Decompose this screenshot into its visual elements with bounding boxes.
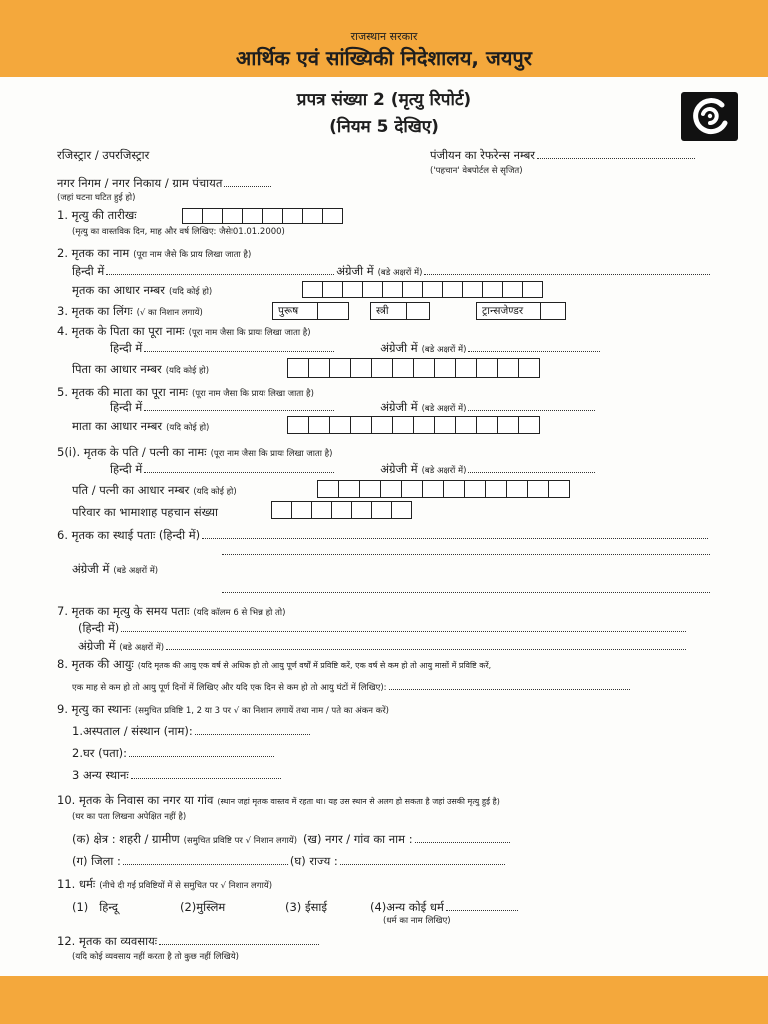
q7-hindi-fill-line xyxy=(121,631,686,632)
digit-box xyxy=(329,416,351,434)
local-body-label: नगर निगम / नगर निकाय / ग्राम पंचायत xyxy=(57,176,223,190)
q6-hindi-fill-line xyxy=(202,538,708,539)
bhamashah-id-boxes xyxy=(272,501,412,519)
q4-aadhaar-row xyxy=(72,360,209,380)
digit-box xyxy=(502,281,523,298)
registrar-row xyxy=(57,146,149,164)
q12-note-row xyxy=(72,948,239,966)
digit-box xyxy=(497,358,519,378)
digit-box xyxy=(434,416,456,434)
q9-other-fill-line xyxy=(131,778,281,779)
digit-box xyxy=(371,358,393,378)
digit-box xyxy=(380,480,402,498)
digit-box xyxy=(413,416,435,434)
q4-hindi-label: हिन्दी में xyxy=(110,341,143,355)
digit-box xyxy=(382,281,403,298)
digit-box xyxy=(359,480,381,498)
gender-check-cell xyxy=(406,303,429,319)
q9-note: (समुचित प्रविष्टि 1, 2 या 3 पर √ का निशान लगायें तथा नाम / पते का अंकन करें) xyxy=(134,706,389,716)
digit-box xyxy=(311,501,332,519)
q5i-aadhaar-note: (यदि कोई हो) xyxy=(193,487,237,497)
q8-label: 8. मृतक की आयुः xyxy=(57,657,134,671)
religion-option-label: (3) ईसाई xyxy=(285,900,327,914)
father-aadhaar-boxes xyxy=(288,358,540,378)
digit-box xyxy=(291,501,312,519)
q3-note: (√ का निशान लगायें) xyxy=(136,308,203,318)
religion-option-christian xyxy=(285,898,327,916)
q8-cont-row xyxy=(72,679,632,697)
q2-label: 2. मृतक का नाम xyxy=(57,246,130,260)
q5i-name-row xyxy=(110,460,597,480)
digit-box xyxy=(413,358,435,378)
reference-fill-line xyxy=(537,158,695,159)
q12-label: 12. मृतक का व्यवसायः xyxy=(57,934,158,948)
digit-box xyxy=(329,358,351,378)
q9-label: 9. मृत्यु का स्थानः xyxy=(57,702,131,716)
q8-row xyxy=(57,655,713,675)
digit-box xyxy=(401,480,423,498)
form-rule-reference: (नियम 5 देखिए) xyxy=(329,117,439,137)
religion-other-note: (धर्म का नाम लिखिए) xyxy=(383,916,451,926)
footer-band xyxy=(0,976,768,1024)
gender-option-label: पुरूष xyxy=(278,305,299,317)
religion-other-note-row xyxy=(383,912,451,930)
q4-aadhaar-label: पिता का आधार नम्बर xyxy=(72,362,162,376)
digit-box xyxy=(351,501,372,519)
form-title: प्रपत्र संख्या 2 (मृत्यु रिपोर्ट) xyxy=(296,90,472,110)
q12-note: (यदि कोई व्यवसाय नहीं करता है तो कुछ नहीं लिखिये) xyxy=(72,952,239,962)
q10-area-label: (क) क्षेत्र : शहरी / ग्रामीण xyxy=(72,832,180,846)
q5i-hindi-label: हिन्दी में xyxy=(110,462,143,476)
digit-box xyxy=(287,416,309,434)
digit-box xyxy=(331,501,352,519)
q2-english-label: अंग्रेजी में xyxy=(336,264,374,278)
q2-hindi-label: हिन्दी में xyxy=(72,264,105,278)
digit-box xyxy=(434,358,456,378)
q4-name-row xyxy=(110,339,602,359)
digit-box xyxy=(518,416,540,434)
q4-label: 4. मृतक के पिता का पूरा नामः xyxy=(57,324,185,338)
gender-option-label: स्त्री xyxy=(376,305,389,317)
q5-english-label: अंग्रेजी में xyxy=(380,400,418,414)
digit-box xyxy=(522,281,543,298)
digit-box xyxy=(455,416,477,434)
digit-box xyxy=(350,358,372,378)
digit-box xyxy=(302,281,323,298)
gender-option-label: ट्रान्सजेण्डर xyxy=(482,305,524,317)
digit-box xyxy=(422,480,444,498)
q5i-hindi-fill-line xyxy=(144,472,334,473)
q5-aadhaar-note: (यदि कोई हो) xyxy=(166,423,210,433)
digit-box xyxy=(497,416,519,434)
directorate-name: आर्थिक एवं सांख्यिकी निदेशालय, जयपुर xyxy=(236,46,532,70)
reference-label: पंजीयन का रेफरेन्स नम्बर xyxy=(430,148,536,162)
q6-english-row xyxy=(72,560,158,580)
q9-option-label: 3 अन्य स्थानः xyxy=(72,768,129,782)
q6-english-label: अंग्रेजी में xyxy=(72,562,110,576)
spouse-aadhaar-boxes xyxy=(318,480,570,498)
q11-note: (नीचे दी गई प्रविष्टियों में से समुचित पर √ निशान लगायें) xyxy=(99,881,273,891)
q5-name-row xyxy=(110,398,597,418)
digit-box xyxy=(202,208,223,224)
q5-english-note: (बडे अक्षरों में) xyxy=(421,404,467,414)
q10-area-row xyxy=(72,830,512,850)
q5-label: 5. मृतक की माता का पूरा नामः xyxy=(57,385,188,399)
q11-row xyxy=(57,875,272,895)
q4-aadhaar-note: (यदि कोई हो) xyxy=(165,366,210,376)
q5-note: (पूरा नाम जैसा कि प्रायः लिखा जाता है) xyxy=(191,389,314,399)
digit-box xyxy=(402,281,423,298)
q2-name-row xyxy=(72,262,712,282)
digit-box xyxy=(371,501,392,519)
q5-aadhaar-row xyxy=(72,417,209,437)
q7-english-row xyxy=(78,637,688,657)
digit-box xyxy=(338,480,360,498)
q10-district-row xyxy=(72,852,507,870)
q7-label: 7. मृतक का मृत्यु के समय पताः xyxy=(57,604,190,618)
q7-note: (यदि कॉलम 6 से भिन्न हो तो) xyxy=(193,608,286,618)
religion-option-label: (1) हिन्दू xyxy=(72,900,119,914)
q10-town-fill-line xyxy=(415,842,510,843)
digit-box xyxy=(271,501,292,519)
q5i-aadhaar-row xyxy=(72,481,237,501)
q1-label: 1. मृत्यु की तारीखः xyxy=(57,208,137,222)
q8-age-fill-line xyxy=(389,689,630,690)
q1-row xyxy=(57,206,137,224)
q2-english-fill-line xyxy=(424,274,710,275)
gender-option-female xyxy=(370,302,430,320)
gender-option-male xyxy=(272,302,349,320)
q5-english-fill-line xyxy=(468,410,595,411)
digit-box xyxy=(182,208,203,224)
q4-english-label: अंग्रेजी में xyxy=(380,341,418,355)
q2-english-note: (बडे अक्षरों में) xyxy=(377,268,423,278)
q10-note: (स्थान जहां मृतक वास्तव में रहता था। यह उस स्थान से अलग हो सकता है जहां उसकी मृत्यु हुई है) xyxy=(217,797,500,806)
digit-box xyxy=(462,281,483,298)
q9-option-hospital xyxy=(72,722,312,740)
q8-note: (यदि मृतक की आयु एक वर्ष से अधिक हो तो आयु पूर्ण वर्षों में प्रविष्टि करें, एक वर्ष से कम हो तो आयु मासों में प्रविष्टि करें, xyxy=(137,661,492,670)
q9-option-home xyxy=(72,744,276,762)
q9-row xyxy=(57,700,713,720)
reference-note: ('पहचान' वेबपोर्टल से सृजित) xyxy=(430,166,523,176)
digit-box xyxy=(455,358,477,378)
bhamashah-label: परिवार का भामाशाह पहचान संख्या xyxy=(72,505,218,519)
q9-option-label: 1.अस्पताल / संस्थान (नाम): xyxy=(72,724,193,738)
digit-box xyxy=(464,480,486,498)
digit-box xyxy=(422,281,443,298)
digit-box xyxy=(287,358,309,378)
q9-option-other xyxy=(72,766,283,784)
religion-option-hindu xyxy=(72,898,118,916)
q10-district-fill-line xyxy=(123,864,288,865)
digit-box xyxy=(308,416,330,434)
q1-note-row xyxy=(72,223,285,241)
q4-english-note: (बडे अक्षरों में) xyxy=(421,345,467,355)
q4-hindi-fill-line xyxy=(144,351,334,352)
digit-box xyxy=(222,208,243,224)
q5i-aadhaar-label: पति / पत्नी का आधार नम्बर xyxy=(72,483,190,497)
digit-box xyxy=(527,480,549,498)
digit-box xyxy=(302,208,323,224)
q5i-label: 5(i). मृतक के पति / पत्नी का नामः xyxy=(57,445,207,459)
religion-option-label: (4)अन्य कोई धर्म xyxy=(370,900,444,914)
q4-note: (पूरा नाम जैसा कि प्रायः लिखा जाता है) xyxy=(188,328,311,338)
q10-state-fill-line xyxy=(340,864,505,865)
q12-occupation-fill-line xyxy=(159,944,319,945)
q7-english-fill-line xyxy=(166,649,686,650)
q1-note: (मृत्यु का वास्तविक दिन, माह और वर्ष लिखिए: जैसेः01.01.2000) xyxy=(72,227,285,237)
q3-label: 3. मृतक का लिंगः xyxy=(57,304,133,318)
local-body-fill-line xyxy=(224,186,271,187)
q9-hospital-fill-line xyxy=(195,734,310,735)
digit-box xyxy=(262,208,283,224)
q5i-english-fill-line xyxy=(468,472,595,473)
q8-note-cont: एक माह से कम हो तो आयु पूर्ण दिनों में लिखिए और यदि एक दिन से कम हो तो आयु घंटों में लिखिए): xyxy=(72,683,387,693)
q5-hindi-label: हिन्दी में xyxy=(110,400,143,414)
gender-check-cell xyxy=(540,303,565,319)
q10-state-label: (घ) राज्य : xyxy=(289,854,338,868)
q5i-english-label: अंग्रेजी में xyxy=(380,462,418,476)
local-body-note-row xyxy=(57,189,135,207)
q6-row xyxy=(57,526,710,544)
q9-option-label: 2.घर (पता): xyxy=(72,746,128,760)
q9-home-fill-line xyxy=(129,756,274,757)
digit-box xyxy=(392,358,414,378)
digit-box xyxy=(482,281,503,298)
q4-english-fill-line xyxy=(468,351,600,352)
q7-english-label: अंग्रेजी में xyxy=(78,639,116,653)
digit-box xyxy=(476,416,498,434)
digit-box xyxy=(548,480,570,498)
reference-note-row xyxy=(430,162,523,180)
digit-box xyxy=(518,358,540,378)
q6-english-fill-line xyxy=(222,592,710,593)
digit-box xyxy=(350,416,372,434)
q5i-english-note: (बडे अक्षरों में) xyxy=(421,466,467,476)
digit-box xyxy=(342,281,363,298)
digit-box xyxy=(476,358,498,378)
digit-box xyxy=(371,416,393,434)
q7-english-note: (बडे अक्षरों में) xyxy=(119,643,165,653)
religion-other-fill-line xyxy=(446,910,518,911)
bhamashah-row xyxy=(72,503,218,521)
q5-hindi-fill-line xyxy=(144,410,334,411)
directorate-logo-icon xyxy=(681,92,738,141)
q7-hindi-label: (हिन्दी में) xyxy=(78,621,120,635)
religion-option-label: (2)मुस्लिम xyxy=(180,900,226,914)
q5i-note: (पूरा नाम जैसा कि प्रायः लिखा जाता है) xyxy=(210,449,333,459)
digit-box xyxy=(322,281,343,298)
digit-box xyxy=(308,358,330,378)
digit-box xyxy=(391,501,412,519)
digit-box xyxy=(362,281,383,298)
mother-aadhaar-boxes xyxy=(288,416,540,434)
q10-area-note: (समुचित प्रविष्टि पर √ निशान लगायें) xyxy=(183,836,298,846)
digit-box xyxy=(392,416,414,434)
q2-aadhaar-row xyxy=(72,281,212,301)
q10-note2-row xyxy=(72,808,186,826)
q11-label: 11. धर्मः xyxy=(57,877,96,891)
digit-box xyxy=(322,208,343,224)
digit-box xyxy=(506,480,528,498)
q3-row xyxy=(57,302,203,322)
local-body-note: (जहां घटना घटित हुई हो) xyxy=(57,193,136,203)
q10-district-label: (ग) जिला : xyxy=(72,854,121,868)
q2-row xyxy=(57,244,251,264)
digit-box xyxy=(443,480,465,498)
q10-town-label: (ख) नगर / गांव का नाम : xyxy=(303,832,413,846)
q10-label: 10. मृतक के निवास का नगर या गांव xyxy=(57,793,214,807)
religion-option-muslim xyxy=(180,898,225,916)
digit-box xyxy=(485,480,507,498)
q10-note2: (घर का पता लिखना अपेक्षित नहीं है) xyxy=(72,812,187,822)
digit-box xyxy=(442,281,463,298)
q6-label: 6. मृतक का स्थाई पताः (हिन्दी में) xyxy=(57,528,201,542)
q2-aadhaar-label: मृतक का आधार नम्बर xyxy=(72,283,165,297)
registrar-label: रजिस्ट्रार / उपरजिस्ट्रार xyxy=(57,148,150,162)
digit-box xyxy=(242,208,263,224)
q7-hindi-row xyxy=(78,619,688,637)
q2-note: (पूरा नाम जैसे कि प्राय लिखा जाता है) xyxy=(133,250,252,260)
q2-hindi-fill-line xyxy=(106,274,334,275)
q5-aadhaar-label: माता का आधार नम्बर xyxy=(72,419,163,433)
deceased-aadhaar-boxes xyxy=(303,281,543,298)
q6-english-note: (बडे अक्षरों में) xyxy=(113,566,159,576)
government-name: राजस्थान सरकार xyxy=(350,30,418,43)
gender-option-transgender xyxy=(476,302,566,320)
digit-box xyxy=(282,208,303,224)
digit-box xyxy=(317,480,339,498)
q2-aadhaar-note: (यदि कोई हो) xyxy=(168,287,213,297)
date-of-death-boxes xyxy=(183,208,343,224)
q6-hindi-fill-line-2 xyxy=(222,554,710,555)
gender-check-cell xyxy=(317,303,348,319)
